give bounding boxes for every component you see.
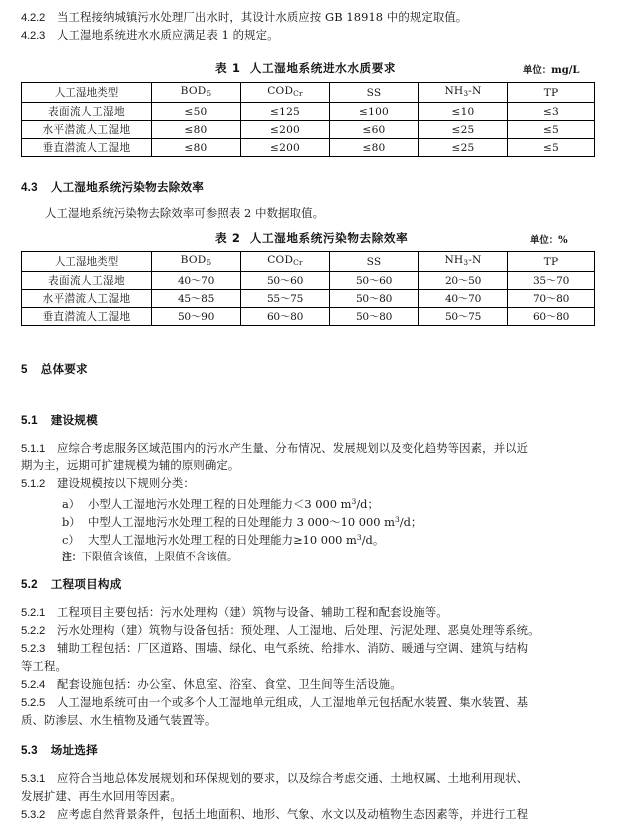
heading-number: 5.2 (21, 578, 38, 591)
cell-nh3n: ≤25 (419, 139, 508, 157)
clause-5-2-5 (21, 694, 528, 712)
cell-nh3n: ≤25 (419, 121, 508, 139)
clause-text: 工程项目主要包括：污水处理构（建）筑物与设备、辅助工程和配套设施等。 (57, 605, 448, 619)
cell-nh3n: 50～75 (419, 308, 508, 326)
clause-text-line1: 人工湿地系统可由一个或多个人工湿地单元组成，人工湿地单元包括配水装置、集水装置、基 (57, 695, 529, 709)
table-row (22, 121, 595, 139)
list-superscript: 3 (356, 533, 362, 542)
clause-text-line1: 辅助工程包括：厂区道路、围墙、绿化、电气系统、给排水、消防、暖通与空调、建筑与结构 (57, 641, 529, 655)
clause-number: 5.1.2 (21, 478, 46, 490)
row-label: 表面流人工湿地 (22, 103, 152, 121)
col-header-type: 人工湿地类型 (22, 83, 152, 103)
note-text: 下限值含该值，上限值不含该值。 (81, 551, 238, 563)
table1-caption (215, 60, 396, 76)
clause-number: 5.2.1 (21, 607, 46, 619)
heading-text: 工程项目构成 (50, 578, 122, 591)
heading-text: 总体要求 (40, 363, 88, 376)
table-row (22, 308, 595, 326)
table2-unit (530, 232, 568, 246)
cell-codcr: 50～60 (241, 272, 330, 290)
cell-codcr: ≤125 (241, 103, 330, 121)
heading-number: 5.1 (21, 414, 38, 427)
heading-number: 4.3 (21, 181, 38, 194)
heading-5-3 (21, 742, 98, 758)
table-inflow-water-quality (21, 82, 595, 157)
cell-tp: ≤5 (508, 139, 595, 157)
row-label: 表面流人工湿地 (22, 272, 152, 290)
clause-4-2-3 (21, 27, 279, 45)
clause-number: 4.2.2 (21, 12, 46, 24)
list-text: 小型人工湿地污水处理工程的日处理能力＜3 000 m (88, 497, 352, 511)
cell-nh3n: 40～70 (419, 290, 508, 308)
row-label: 垂直潜流人工湿地 (22, 308, 152, 326)
note-label: 注： (62, 552, 82, 563)
table1-unit-value: mg/L (551, 65, 580, 76)
cell-codcr: ≤200 (241, 139, 330, 157)
cell-ss: ≤100 (330, 103, 419, 121)
list-superscript: 3 (394, 515, 400, 524)
clause-text: 污水处理构（建）筑物与设备包括：预处理、人工湿地、后处理、污泥处理、恶臭处理等系统。 (57, 623, 540, 637)
clause-5-3-1 (21, 770, 528, 788)
table-row (22, 139, 595, 157)
table2-unit-label: 单位： (530, 235, 559, 246)
col-header-nh3n: $NH_3-N$ (419, 252, 508, 272)
col-header-tp: TP (508, 252, 595, 272)
clause-5-2-4 (21, 676, 402, 694)
cell-ss: ≤60 (330, 121, 419, 139)
list-marker: b） (62, 515, 81, 529)
clause-text-line1: 应符合当地总体发展规划和环保规划的要求，以及综合考虑交通、土地权属、土地利用现状、 (57, 771, 529, 785)
cell-nh3n: 20～50 (419, 272, 508, 290)
heading-5-1 (21, 412, 98, 428)
clause-5-1-1-line2: 期为主，远期可扩建规模为辅的原则确定。 (21, 458, 240, 472)
table1-unit (523, 62, 579, 76)
clause-text-line1: 应综合考虑服务区域范围内的污水产生量、分布情况、发展规划以及变化趋势等因素，并以近 (57, 441, 529, 455)
cell-codcr: 60～80 (241, 308, 330, 326)
list-marker: a） (62, 497, 81, 511)
clause-number: 5.3.1 (21, 773, 46, 785)
table1-unit-label: 单位： (523, 65, 552, 76)
list-text-tail: /d。 (361, 533, 385, 547)
table-header-row (22, 252, 595, 272)
cell-codcr: 55～75 (241, 290, 330, 308)
heading-5 (21, 361, 88, 377)
clause-number: 4.2.3 (21, 30, 46, 42)
clause-number: 5.1.1 (21, 443, 46, 455)
cell-bod5: ≤80 (152, 139, 241, 157)
list-marker: c） (62, 533, 80, 547)
clause-text: 当工程接纳城镇污水处理厂出水时，其设计水质应按 GB 18918 中的规定取值。 (57, 10, 468, 24)
cell-bod5: 45～85 (152, 290, 241, 308)
table-pollutant-removal-efficiency (21, 251, 595, 326)
cell-tp: 70～80 (508, 290, 595, 308)
table2-caption (215, 230, 408, 246)
cell-tp: ≤3 (508, 103, 595, 121)
row-label: 水平潜流人工湿地 (22, 290, 152, 308)
list-text: 大型人工湿地污水处理工程的日处理能力≥10 000 m (88, 533, 357, 547)
col-header-tp: TP (508, 83, 595, 103)
heading-text: 建设规模 (50, 414, 98, 427)
clause-5-2-5-line2: 质、防渗层、水生植物及通气装置等。 (21, 713, 217, 727)
clause-5-2-2 (21, 622, 540, 640)
col-header-bod5: $BOD_5$ (152, 252, 241, 272)
row-label: 垂直潜流人工湿地 (22, 139, 152, 157)
clause-5-2-3-line2: 等工程。 (21, 659, 67, 673)
list-text-tail: /d； (399, 515, 423, 529)
heading-number: 5 (21, 363, 28, 376)
cell-ss: 50～80 (330, 290, 419, 308)
cell-ss: ≤80 (330, 139, 419, 157)
heading-text: 场址选择 (50, 744, 98, 757)
cell-ss: 50～60 (330, 272, 419, 290)
col-header-type: 人工湿地类型 (22, 252, 152, 272)
cell-bod5: ≤80 (152, 121, 241, 139)
col-header-ss: SS (330, 83, 419, 103)
cell-bod5: 40～70 (152, 272, 241, 290)
table-row (22, 103, 595, 121)
list-text: 中型人工湿地污水处理工程的日处理能力 3 000～10 000 m (88, 515, 395, 529)
list-text-tail: /d； (356, 497, 379, 511)
table1-caption-number: 表 1 (215, 61, 241, 75)
col-header-codcr: $COD_{Cr}$ (241, 83, 330, 103)
cell-tp: ≤5 (508, 121, 595, 139)
clause-text: 建设规模按以下规则分类： (57, 476, 195, 490)
clause-4-2-2 (21, 9, 467, 27)
col-header-nh3n: $NH_3-N$ (419, 83, 508, 103)
table-header-row (22, 83, 595, 103)
table-row (22, 290, 595, 308)
cell-bod5: 50～90 (152, 308, 241, 326)
cell-nh3n: ≤10 (419, 103, 508, 121)
heading-5-2 (21, 576, 121, 592)
cell-tp: 60～80 (508, 308, 595, 326)
clause-5-1-2 (21, 475, 195, 493)
clause-number: 5.2.4 (21, 679, 46, 691)
cell-tp: 35～70 (508, 272, 595, 290)
clause-text: 人工湿地系统进水水质应满足表 1 的规定。 (57, 28, 279, 42)
clause-5-1-1 (21, 440, 528, 458)
cell-codcr: ≤200 (241, 121, 330, 139)
table2-caption-number: 表 2 (215, 231, 241, 245)
row-label: 水平潜流人工湿地 (22, 121, 152, 139)
table2-caption-title: 人工湿地系统污染物去除效率 (249, 231, 409, 245)
heading-number: 5.3 (21, 744, 38, 757)
clause-number: 5.2.2 (21, 625, 46, 637)
list-superscript: 3 (351, 497, 357, 506)
clause-5-2-1 (21, 604, 448, 622)
clause-text-line1: 应考虑自然背景条件，包括土地面积、地形、气象、水文以及动植物生态因素等，并进行工程 (57, 807, 529, 821)
heading-4-3 (21, 179, 204, 195)
clause-number: 5.3.2 (21, 809, 46, 821)
col-header-ss: SS (330, 252, 419, 272)
col-header-codcr: $COD_{Cr}$ (241, 252, 330, 272)
clause-text: 配套设施包括：办公室、休息室、浴室、食堂、卫生间等生活设施。 (57, 677, 402, 691)
list-item (62, 529, 384, 549)
clause-number: 5.2.5 (21, 697, 46, 709)
table2-unit-value: % (558, 235, 568, 246)
table1-caption-title: 人工湿地系统进水水质要求 (249, 61, 397, 75)
cell-ss: 50～80 (330, 308, 419, 326)
clause-5-2-3 (21, 640, 528, 658)
heading-text: 人工湿地系统污染物去除效率 (50, 181, 205, 194)
col-header-bod5: $BOD_5$ (152, 83, 241, 103)
clause-number: 5.2.3 (21, 643, 46, 655)
clause-5-3-1-line2: 发展扩建、再生水回用等因素。 (21, 789, 182, 803)
clause-4-3-body: 人工湿地系统污染物去除效率可参照表 2 中数据取值。 (45, 206, 325, 220)
clause-5-3-2 (21, 806, 528, 824)
table-row (22, 272, 595, 290)
cell-bod5: ≤50 (152, 103, 241, 121)
list-note (62, 548, 237, 563)
